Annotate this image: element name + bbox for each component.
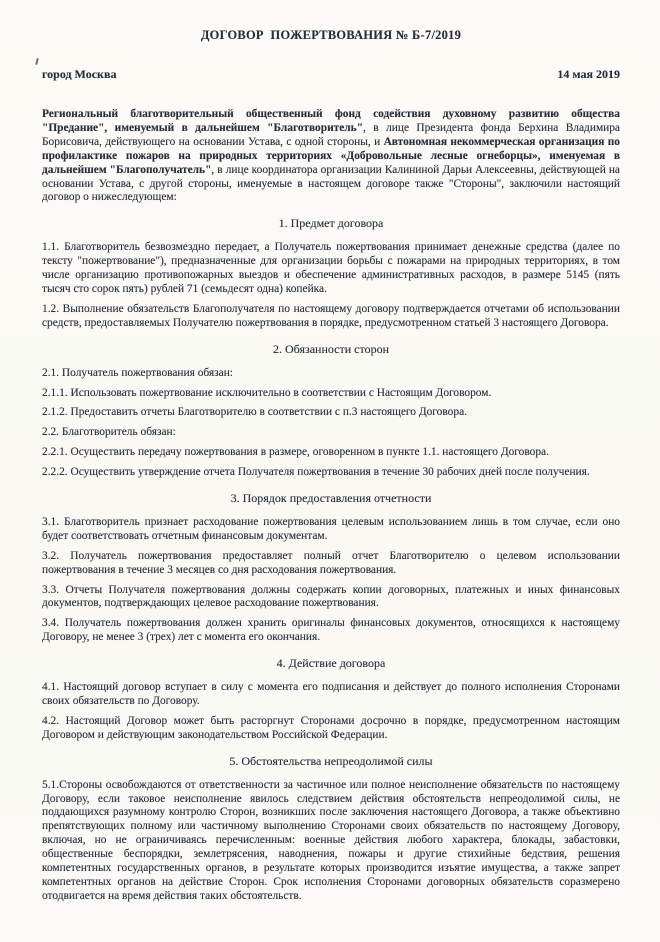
clause-4-1: 4.1. Настоящий договор вступает в силу с момента его подписания и действует до полного исполнения Сторонами своих обязательств по Договору. (42, 681, 620, 707)
clause-2-2-2: 2.2.2. Осуществить утверждение отчета Получателя пожертвования в течение 30 рабочих дней после получения. (42, 466, 590, 479)
section-2-heading: 2. Обязанности сторон (272, 341, 390, 356)
section-5-heading: 5. Обстоятельства непреодолимой силы (229, 753, 433, 768)
clause-1-2: 1.2. Выполнение обязательств Благополучателя по настоящему договору подтверждается отчетами об использовании средств, предоставляемых Получателю пожертвования в порядке, предусмотренном статьей 3 настоящего Договора. (42, 302, 620, 329)
clause-3-3: 3.3. Отчеты Получателя пожертвования должны содержать копии договорных, платежных и иных финансовых документов, подтверждающих целевое расходование пожертвования. (42, 583, 620, 610)
meta-row (42, 67, 620, 82)
document-title: ДОГОВОР ПОЖЕРТВОВАНИЯ № Б-7/2019 (200, 28, 462, 42)
clause-1-1: 1.1. Благотворитель безвозмездно передает, а Получатель пожертвования принимает денежные средства (далее по тексту "пожертвование"), предназначенные для организации борьбы с пожарами на природных территориях, в том числе организацию противопожарных выездов и обеспечение административных расходов, в размере 5145 (пять тысяч сто сорок пять) рублей 71 (семьдесят одна) копейка. (42, 241, 620, 295)
clause-2-1: 2.1. Получатель пожертвования обязан: (42, 366, 233, 379)
city-label: город Москва (42, 67, 117, 81)
preamble-text-1: , в лице Президента фонда Берхина Владимира Борисовича, действующего на основании Устава, с одной стороны, и (42, 121, 620, 148)
party1-name: Региональный благотворительный общественный фонд содействия духовному развитию общества "Предание", именуемый в дальнейшем "Благотворитель" (42, 108, 620, 134)
clause-2-2-1: 2.2.1. Осуществить передачу пожертвования в размере, оговоренном в пункте 1.1. настоящего Договора. (42, 446, 549, 459)
scan-artifact (35, 58, 39, 65)
section-4-heading: 4. Действие договора (276, 656, 386, 671)
clause-5-1: 5.1.Стороны освобождаются от ответственности за частичное или полное неисполнение обязательств по настоящему Договору, если таковое неисполнение явилось следствием действия обстоятельств непреодолимой силы, не поддающихся разумному контролю Сторон, возникших после заключения настоящего Договора, а также объективно препятствующих полному или частичному выполнению Сторонами своих обязательств по настоящему Договору, включая, но не ограничиваясь перечисленным: военные действия любого характера, блокады, забастовки, общественные беспорядки, землетрясения, наводнения, пожары и другие стихийные бедствия, решения компетентных государственных органов, в результате которых производится изъятие имущества, а также запрет компетентных органов на действие Сторон. Срок исполнения Сторонами договорных обязательств соразмерено отодвигается на время действия таких обстоятельств. (42, 778, 620, 902)
clause-2-1-1: 2.1.1. Использовать пожертвование исключительно в соответствии с Настоящим Договором. (42, 386, 492, 399)
clause-4-2: 4.2. Настоящий Договор может быть расторгнут Сторонами досрочно в порядке, предусмотренном настоящим Договором и действующим законодательством Российской Федерации. (42, 714, 620, 741)
clause-3-2: 3.2. Получатель пожертвования предоставляет полный отчет Благотворителю о целевом использовании пожертвования в течение 3 месяцев со дня расходования пожертвования. (42, 549, 620, 576)
section-3-heading: 3. Порядок предоставления отчетности (230, 491, 432, 506)
contract-body (42, 108, 620, 904)
clause-2-1-2: 2.1.2. Предоставить отчеты Благотворителю в соответствии с п.3 настоящего Договора. (42, 406, 467, 419)
clause-2-2: 2.2. Благотворитель обязан: (42, 426, 176, 439)
preamble-text-2: , в лице координатора организации Калининой Дарьи Алексеевны, действующей на основании Устава, с другой стороны, именуемые в настоящем договоре также "Стороны", заключили настоящий договор о нижеследующем: (42, 163, 620, 204)
date-label: 14 мая 2019 (557, 67, 620, 81)
preamble (42, 108, 620, 205)
clause-3-1: 3.1. Благотворитель признает расходование пожертвования целевым использованием лишь в том случае, если оно будет соответствовать отчетным финансовым документам. (42, 515, 620, 542)
section-1-heading: 1. Предмет договора (278, 216, 384, 231)
clause-3-4: 3.4. Получатель пожертвования должен хранить оригиналы финансовых документов, относящихся к настоящему Договору, не менее 3 (трех) лет с момента его окончания. (42, 617, 620, 644)
party2-name: Автономная некоммерческая организация по профилактике пожаров на природных территориях «Добровольные лесные огнеборцы», именуемая в дальнейшем "Благополучатель" (42, 135, 620, 176)
